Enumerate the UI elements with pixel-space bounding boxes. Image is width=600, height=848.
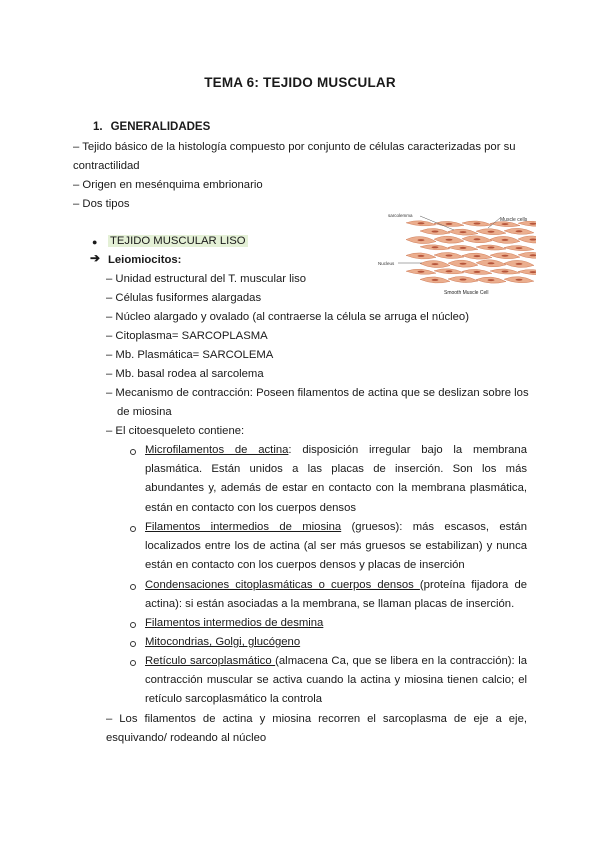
cell-nucleus-shape bbox=[474, 223, 481, 225]
sub-item-term: Filamentos intermedios de desmina bbox=[145, 617, 324, 629]
cell-nucleus-shape bbox=[474, 271, 481, 273]
sub-item-term: Condensaciones citoplasmáticas o cuerpos densos bbox=[145, 579, 420, 591]
cell-nucleus-shape bbox=[446, 255, 453, 257]
cell-nucleus-shape bbox=[418, 271, 425, 273]
bullet-liso bbox=[108, 232, 248, 251]
cell-nucleus-shape bbox=[446, 239, 453, 241]
section-number: 1. bbox=[93, 121, 103, 133]
cell-nucleus-shape bbox=[502, 255, 509, 257]
sub-item-reticulo bbox=[145, 652, 527, 710]
section-heading bbox=[93, 121, 210, 133]
sub-item-text: (gruesos): más escasos, están localizados entre los de actina (al ser más gruesos se estabilizan) y nunca están en contacto con los cuerpos densos y placas de inserción bbox=[145, 521, 527, 572]
cell-nucleus-shape bbox=[474, 255, 481, 257]
arrow-right-icon: ➔ bbox=[90, 251, 101, 265]
cell-nucleus-shape bbox=[418, 255, 425, 257]
liso-item-4: – Citoplasma= SARCOPLASMA bbox=[106, 330, 268, 342]
cell-nucleus-shape bbox=[446, 270, 453, 272]
sub-item-text: : disposición irregular bajo la membrana plasmática. Están unidos a las placas de inserción. Son los más abundantes y, además de estar en contacto con la membrana plasmática, están en contacto con los cuerpos densos bbox=[145, 444, 527, 514]
sub-item-actina bbox=[145, 441, 527, 518]
sub-item-term: Mitocondrias, Golgi, glucógeno bbox=[145, 636, 301, 648]
cell-nucleus-shape bbox=[502, 223, 509, 225]
liso-mecanismo-b: de miosina bbox=[117, 406, 172, 418]
circle-bullet-icon bbox=[130, 526, 136, 532]
figure-caption: Smooth Muscle Cell bbox=[444, 290, 489, 296]
circle-bullet-icon bbox=[130, 584, 136, 590]
sub-item-desmina bbox=[145, 614, 527, 633]
cell-nucleus-shape bbox=[432, 231, 439, 233]
cell-nucleus-shape bbox=[488, 231, 495, 233]
cell-nucleus-shape bbox=[488, 279, 495, 281]
cell-nucleus-shape bbox=[432, 263, 439, 265]
figure-label-sarcolemma: sarcolemma bbox=[388, 213, 413, 218]
sub-item-text: (almacena Ca, que se libera en la contracción): la contracción muscular se activa cuando la actina y miosina tienen calcio; el retículo sarcoplasmático la controla bbox=[145, 655, 527, 706]
circle-bullet-icon bbox=[130, 641, 136, 647]
cell-nucleus-shape bbox=[446, 223, 453, 225]
liso-citoesqueleto: – El citoesqueleto contiene: bbox=[106, 425, 245, 437]
cell-nucleus-shape bbox=[488, 262, 495, 264]
circle-bullet-icon bbox=[130, 449, 136, 455]
sub-item-cuerpos-densos bbox=[145, 576, 527, 614]
liso-mecanismo-a: – Mecanismo de contracción: Poseen filamentos de actina que se deslizan sobre los bbox=[106, 387, 529, 399]
bullet-dot-icon: ● bbox=[92, 237, 98, 247]
cell-nucleus-shape bbox=[460, 279, 467, 281]
sub-item-text: (proteína fijadora de actina): si están asociadas a la membrana, se llaman placas de inserción. bbox=[145, 579, 528, 611]
cell-nucleus-shape bbox=[418, 222, 425, 224]
subheading-leiomiocitos: Leiomiocitos: bbox=[108, 254, 182, 266]
intro-line-2: – Origen en mesénquima embrionario bbox=[73, 179, 263, 191]
sub-item-mitocondrias bbox=[145, 633, 527, 652]
figure-label-muscle-cells: Muscle cells bbox=[500, 217, 528, 223]
cell-nucleus-shape bbox=[488, 247, 495, 249]
circle-bullet-icon bbox=[130, 660, 136, 666]
sub-item-term: Retículo sarcoplasmático bbox=[145, 655, 276, 667]
intro-line-1: – Tejido básico de la histología compuesto por conjunto de células caracterizadas por su bbox=[73, 141, 516, 153]
section-title: GENERALIDADES bbox=[110, 121, 211, 133]
sub-item-term: Microfilamentos de actina bbox=[145, 444, 289, 456]
muscle-cells-group bbox=[406, 221, 536, 283]
liso-item-5: – Mb. Plasmática= SARCOLEMA bbox=[106, 349, 274, 361]
cell-nucleus-shape bbox=[516, 230, 523, 232]
figure-label-nucleus: Nucleus bbox=[378, 261, 395, 266]
sub-item-miosina bbox=[145, 518, 527, 576]
smooth-muscle-figure bbox=[376, 208, 536, 300]
liso-item-1: – Unidad estructural del T. muscular liso bbox=[106, 273, 307, 285]
circle-bullet-icon bbox=[130, 622, 136, 628]
cell-nucleus-shape bbox=[516, 247, 523, 249]
liso-item-6: – Mb. basal rodea al sarcolema bbox=[106, 368, 264, 380]
cell-nucleus-shape bbox=[502, 239, 509, 241]
liso-item-3: – Núcleo alargado y ovalado (al contraerse la célula se arruga el núcleo) bbox=[106, 311, 469, 323]
liso-item-2: – Células fusiformes alargadas bbox=[106, 292, 262, 304]
bullet-liso-label: TEJIDO MUSCULAR LISO bbox=[110, 235, 246, 247]
cell-nucleus-shape bbox=[432, 246, 439, 248]
cell-nucleus-shape bbox=[460, 231, 467, 233]
liso-final: – Los filamentos de actina y miosina recorren el sarcoplasma de eje a eje, esquivando/ rodeando al núcleo bbox=[106, 713, 527, 745]
cell-nucleus-shape bbox=[460, 263, 467, 265]
cell-nucleus-shape bbox=[460, 247, 467, 249]
intro-line-1b: contractilidad bbox=[73, 160, 140, 172]
cell-nucleus-shape bbox=[474, 238, 481, 240]
cell-nucleus-shape bbox=[418, 239, 425, 241]
cell-nucleus-shape bbox=[516, 263, 523, 265]
smooth-muscle-illustration bbox=[376, 208, 536, 300]
cell-nucleus-shape bbox=[516, 279, 523, 281]
cell-nucleus-shape bbox=[432, 279, 439, 281]
cell-nucleus-shape bbox=[502, 271, 509, 273]
intro-line-3: – Dos tipos bbox=[73, 198, 130, 210]
sub-item-term: Filamentos intermedios de miosina bbox=[145, 521, 342, 533]
page-title: TEMA 6: TEJIDO MUSCULAR bbox=[204, 75, 396, 90]
